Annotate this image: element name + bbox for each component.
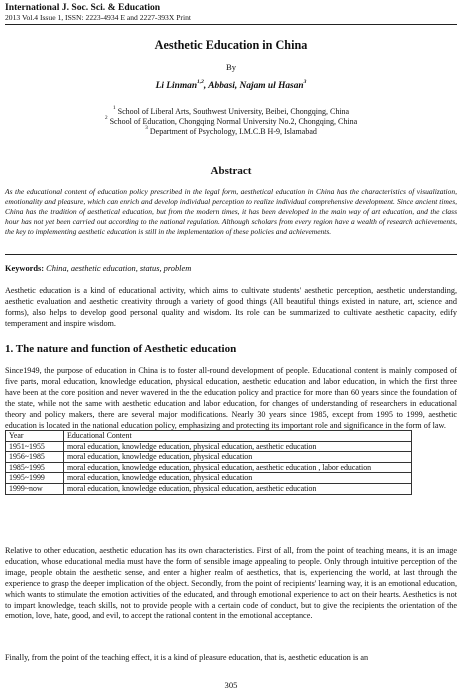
table-cell-content: moral education, knowledge education, physical education, aesthetic education <box>64 441 412 452</box>
affiliation-superscript: 2 <box>104 115 108 121</box>
table-cell-content: moral education, knowledge education, physical education <box>64 473 412 484</box>
affiliation <box>0 107 462 117</box>
table-cell-year: 1995~1999 <box>6 473 64 484</box>
affiliation-text: School of Liberal Arts, Southwest University, Beibei, Chongqing, China <box>117 107 350 116</box>
abstract-heading: Abstract <box>210 165 252 177</box>
education-content-table <box>5 430 412 495</box>
affiliation-superscript: 1 <box>112 105 116 111</box>
table-cell-year: 1956~1985 <box>6 452 64 463</box>
journal-title: International J. Soc. Sci. & Education <box>5 2 161 13</box>
table-row <box>6 473 412 484</box>
affiliation-superscript: 3 <box>145 125 148 131</box>
table-cell-content: moral education, knowledge education, physical education, aesthetic education <box>64 483 412 494</box>
table-row <box>6 483 412 494</box>
page-number: 305 <box>224 680 238 690</box>
affiliation-text: School of Education, Chongqing Normal University No.2, Chongqing, China <box>109 117 358 126</box>
abstract-text: As the educational content of education policy prescribed in the legal form, aesthetical education in China has the characteristics of visualization, emotionality and pleasure, which can enrich and develop individual perception to realize individual comprehensive development. Since ancient times, China has the tradition of aesthetical education, but from the modern times, it has been developed in the main way of art education, and the class hour has not yet been carried out according to the national regulation. Although scholars from every region have a wealth of research achievements, the key to implementing aesthetic education is still in the implementation of these policies and achievements. <box>5 187 457 237</box>
author-superscript: 3 <box>303 79 307 85</box>
author-superscript: 1,2 <box>197 79 204 85</box>
paper-title: Aesthetic Education in China <box>154 38 308 52</box>
affiliation-text: Department of Psychology, I.M.C.B H-9, Islamabad <box>149 127 317 136</box>
table-cell-year: 1999~now <box>6 483 64 494</box>
table-cell-content: moral education, knowledge education, physical education, aesthetic education , labor education <box>64 462 412 473</box>
table-row <box>6 441 412 452</box>
table-header-row <box>6 431 412 442</box>
body-paragraph: Relative to other education, aesthetic education has its own characteristics. First of all, from the point of teaching means, it is an image education, whose educational media must have the form of sensible image appealing to people. Only through intuitive perception of the image, people obtain the aesthetic sense, and enter a higher realm of aesthetics, that is, experiencing the world, at last through the experience to grasp the deeper implication of the object. Secondly, from the point of recipients' learning way, it is an emotional education, which wants to stimulate the emotion activities of the educated, and through emotional experience to act on their hearts. Aesthetics is not to impart knowledge, teach skills, not to provide people with a certain code of conduct, but to give the recipients the orientation of the emotion, love, hate, good, and evil, to accept the rational content in the emotional acceptance. <box>5 546 457 621</box>
table-row <box>6 462 412 473</box>
keywords-line <box>5 264 191 273</box>
intro-paragraph: Aesthetic education is a kind of educational activity, which aims to cultivate students' aesthetic perception, aesthetic understanding, aesthetic evaluation and aesthetic creativity through a variety of good things (All beautiful things existed in nature, art, science and forms), also helps to develop good personal quality and wisdom. Its role can be summarized to cultivate aesthetic capacity, edify temperament and inspire wisdom. <box>5 286 457 328</box>
author-name: Li Linman <box>155 81 198 91</box>
keywords-text: China, aesthetic education, status, problem <box>46 264 192 273</box>
author-name: Abbasi, Najam ul Hasan <box>208 81 304 91</box>
section-heading: 1. The nature and function of Aesthetic education <box>5 343 237 355</box>
table-header-cell: Year <box>6 431 64 442</box>
keywords-label: Keywords: <box>5 264 45 273</box>
journal-issue-line: 2013 Vol.4 Issue 1, ISSN: 2223-4934 E and 2227-393X Print <box>5 13 191 22</box>
author-separator: , <box>203 81 209 91</box>
affiliation <box>0 127 462 137</box>
body-paragraph: Since1949, the purpose of education in China is to foster all-round development of people. Educational content is mainly composed of five parts, moral education, knowledge education, physical education, aesthetic education and labor education, in which the first three have been at the core position and never wavered in the the education policy and practice for more than 60 years since the foundation of the state, while not the same with aesthetic education and labor education, for changes of understanding of researchers in educational theory and policy makers, there are several major modifications. Nearly 30 years since 1985, except from 1995 to 1999, aesthetic education is located in the national education policy, emphasizing and protecting its important role and significance in the form of law. <box>5 366 457 430</box>
body-paragraph: Finally, from the point of the teaching effect, it is a kind of pleasure education, that is, aesthetic education is an <box>5 653 369 662</box>
affiliation <box>0 117 462 127</box>
header-rule <box>5 24 457 25</box>
table-cell-year: 1985~1995 <box>6 462 64 473</box>
table-header-cell: Educational Content <box>64 431 412 442</box>
table-cell-year: 1951~1955 <box>6 441 64 452</box>
table-cell-content: moral education, knowledge education, physical education <box>64 452 412 463</box>
abstract-rule <box>5 254 457 255</box>
author-list <box>0 81 462 91</box>
table-row <box>6 452 412 463</box>
by-line: By <box>225 62 237 72</box>
